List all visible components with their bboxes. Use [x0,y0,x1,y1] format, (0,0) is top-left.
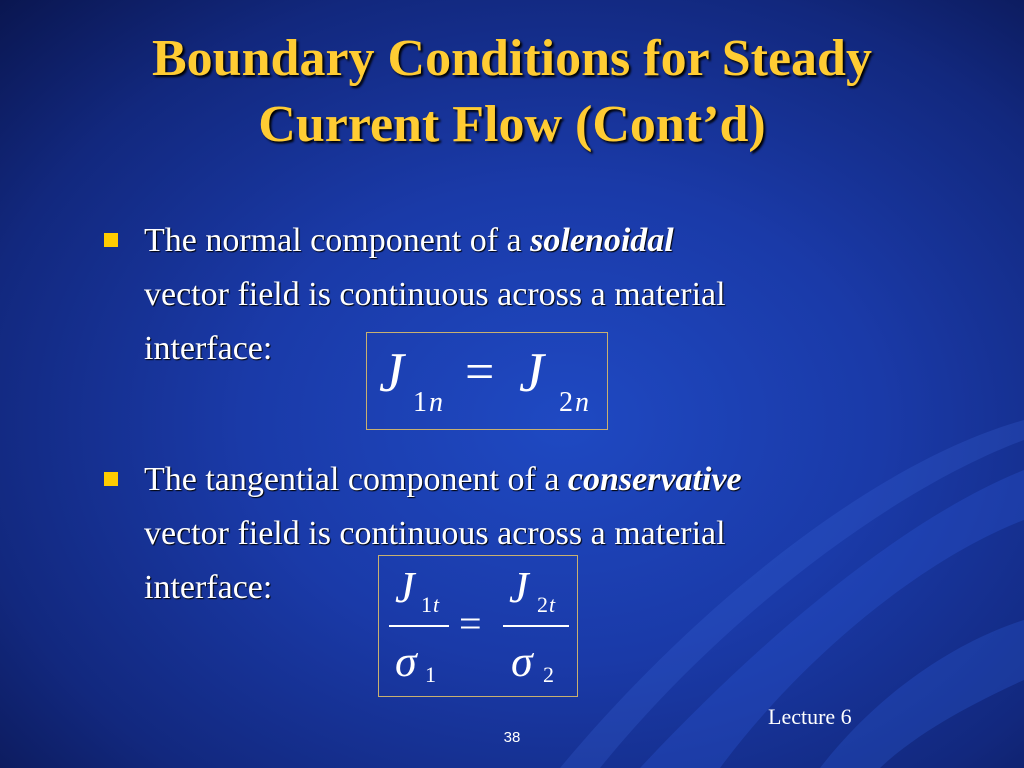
bullet-square-icon [104,233,118,247]
eq1-rhs-symbol: J [519,342,544,404]
bullet-2-line-1 [144,453,984,507]
bullet-1-emphasis: solenoidal [530,222,674,259]
eq2-den2-sub: 2 [543,662,554,687]
eq1-lhs-sub-var: n [429,387,443,418]
equation-normal-continuity [366,332,608,430]
bullet-1-line-2: vector field is continuous across a material [144,276,726,313]
eq2-den1-symbol: σ [395,637,417,686]
eq2-den2-symbol: σ [511,637,533,686]
bullet-2-emphasis: conservative [567,461,742,498]
title-line-1: Boundary Conditions for Steady [152,30,872,87]
page-number: 38 [503,729,521,746]
eq1-rhs-sub-var: n [575,387,589,418]
bullet-1-line-1 [144,214,984,268]
eq2-operator: = [459,601,482,646]
bullet-2-line-3: interface: [144,569,273,606]
eq2-num2-sub-var: t [549,592,556,617]
eq1-lhs-sub-num: 1 [413,387,427,418]
eq2-fraction-bar-right [503,625,569,627]
equation-tangential-continuity [378,555,578,697]
bullet-square-icon [104,472,118,486]
slide-title [40,26,984,158]
eq2-num1-sub-num: 1 [421,592,432,617]
bullet-1-line-3: interface: [144,330,273,367]
title-line-2: Current Flow (Cont’d) [258,96,766,153]
bullet-2-line-2: vector field is continuous across a material [144,515,726,552]
eq2-num2-symbol: J [509,563,529,612]
eq2-num2-sub-num: 2 [537,592,548,617]
footer-lecture-label: Lecture 6 [768,704,852,729]
eq2-den1-sub: 1 [425,662,436,687]
eq2-num1-symbol: J [395,563,415,612]
eq1-lhs-symbol: J [379,342,404,404]
eq1-rhs-sub-num: 2 [559,387,573,418]
bullet-2-text: The tangential component of a [144,461,568,498]
eq2-num1-sub-var: t [433,592,440,617]
eq1-operator: = [465,344,495,401]
eq2-fraction-bar-left [389,625,449,627]
bullet-1-text: The normal component of a [144,222,531,259]
